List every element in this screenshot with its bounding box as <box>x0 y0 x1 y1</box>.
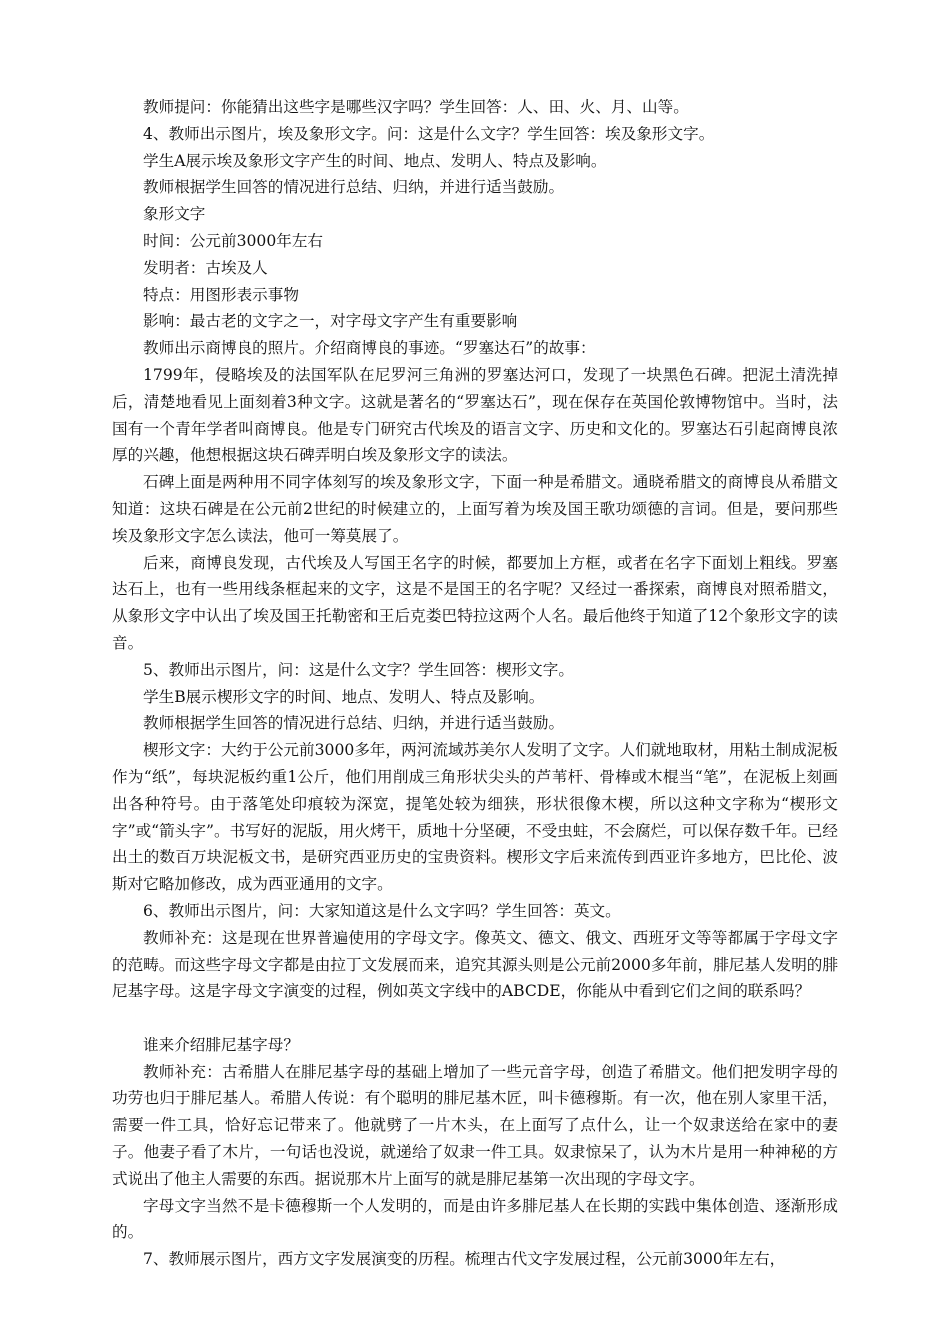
paragraph-23: 7、教师展示图片，西方文字发展演变的历程。梳理古代文字发展过程，公元前3000年左右， <box>143 1250 786 1269</box>
blank-line <box>112 1005 838 1032</box>
paragraph-10: 教师出示商博良的照片。介绍商博良的事迹。“罗塞达石”的故事： <box>143 339 596 358</box>
paragraph-20: 谁来介绍腓尼基字母？ <box>143 1035 299 1054</box>
paragraph-1: 教师提问：你能猜出这些字是哪些汉字吗？学生回答：人、田、火、月、山等。 <box>143 98 689 116</box>
paragraph-16: 教师根据学生回答的情况进行总结、归纳，并进行适当鼓励。 <box>143 714 565 733</box>
paragraph-15: 学生B展示楔形文字的时间、地点、发明人、特点及影响。 <box>143 687 545 706</box>
paragraph-3: 学生A展示埃及象形文字产生的时间、地点、发明人、特点及影响。 <box>143 151 607 170</box>
document-page <box>112 94 838 1273</box>
paragraph-18: 6、教师出示图片，问：大家知道这是什么文字吗？学生回答：英文。 <box>143 901 621 920</box>
paragraph-14: 5、教师出示图片，问：这是什么文字？学生回答：楔形文字。 <box>143 660 574 679</box>
paragraph-5: 象形文字 <box>143 205 206 224</box>
paragraph-9: 影响：最古老的文字之一，对字母文字产生有重要影响 <box>143 312 518 331</box>
paragraph-6: 时间：公元前3000年左右 <box>143 231 324 250</box>
paragraph-2: 4、教师出示图片，埃及象形文字。问：这是什么文字？学生回答：埃及象形文字。 <box>143 124 715 143</box>
paragraph-7: 发明者：古埃及人 <box>143 258 268 277</box>
paragraph-12: 石碑上面是两种用不同字体刻写的埃及象形文字，下面一种是希腊文。通晓希腊文的商博良从希腊文知道：这块石碑是在公元前2世纪的时候建立的，上面写着为埃及国王歌功颂德的言词。但是，要问那些埃及象形文字怎么读法，他可一筹莫展了。 <box>112 473 838 545</box>
paragraph-21: 教师补充：古希腊人在腓尼基字母的基础上增加了一些元音字母，创造了希腊文。他们把发明字母的功劳也归于腓尼基人。希腊人传说：有个聪明的腓尼基木匠，叫卡德穆斯。有一次，他在别人家里干活，需要一件工具，恰好忘记带来了。他就劈了一片木头，在上面写了点什么，让一个奴隶送给在家中的妻子。他妻子看了木片，一句话也没说，就递给了奴隶一件工具。奴隶惊呆了，认为木片是用一种神秘的方式说出了他主人需要的东西。据说那木片上面写的就是腓尼基第一次出现的字母文字。 <box>112 1062 838 1188</box>
paragraph-4: 教师根据学生回答的情况进行总结、归纳，并进行适当鼓励。 <box>143 178 565 197</box>
paragraph-22: 字母文字当然不是卡德穆斯一个人发明的，而是由许多腓尼基人在长期的实践中集体创造、逐渐形成的。 <box>112 1196 838 1242</box>
paragraph-13: 后来，商博良发现，古代埃及人写国王名字的时候，都要加上方框，或者在名字下面划上粗线。罗塞达石上，也有一些用线条框起来的文字，这是不是国王的名字呢？又经过一番探索，商博良对照希腊文，从象形文字中认出了埃及国王托勒密和王后克娄巴特拉这两个人名。最后他终于知道了12个象形文字的读音。 <box>112 553 838 652</box>
paragraph-11: 1799年，侵略埃及的法国军队在尼罗河三角洲的罗塞达河口，发现了一块黑色石碑。把泥土清洗掉后，清楚地看见上面刻着3种文字。这就是著名的“罗塞达石”，现在保存在英国伦敦博物馆中。当时，法国有一个青年学者叫商博良。他是专门研究古代埃及的语言文字、历史和文化的。罗塞达石引起商博良浓厚的兴趣，他想根据这块石碑弄明白埃及象形文字的读法。 <box>112 365 838 465</box>
paragraph-8: 特点：用图形表示事物 <box>143 285 299 304</box>
paragraph-17: 楔形文字：大约于公元前3000多年，两河流域苏美尔人发明了文字。人们就地取材，用粘土制成泥板作为“纸”，每块泥板约重1公斤，他们用削成三角形状尖头的芦苇杆、骨棒或木棍当“笔”，在泥板上刻画出各种符号。由于落笔处印痕较为深宽，提笔处较为细狭，形状很像木楔，所以这种文字称为“楔形文字”或“箭头字”。书写好的泥版，用火烤干，质地十分坚硬，不受虫蛀，不会腐烂，可以保存数千年。已经出土的数百万块泥板文书，是研究西亚历史的宝贵资料。楔形文字后来流传到西亚许多地方，巴比伦、波斯对它略加修改，成为西亚通用的文字。 <box>112 741 838 894</box>
paragraph-19: 教师补充：这是现在世界普遍使用的字母文字。像英文、德文、俄文、西班牙文等等都属于字母文字的范畴。而这些字母文字都是由拉丁文发展而来，追究其源头则是公元前2000多年前，腓尼基人发明的腓尼基字母。这是字母文字演变的过程，例如英文字线中的ABCDE，你能从中看到它们之间的联系吗？ <box>112 928 838 1001</box>
